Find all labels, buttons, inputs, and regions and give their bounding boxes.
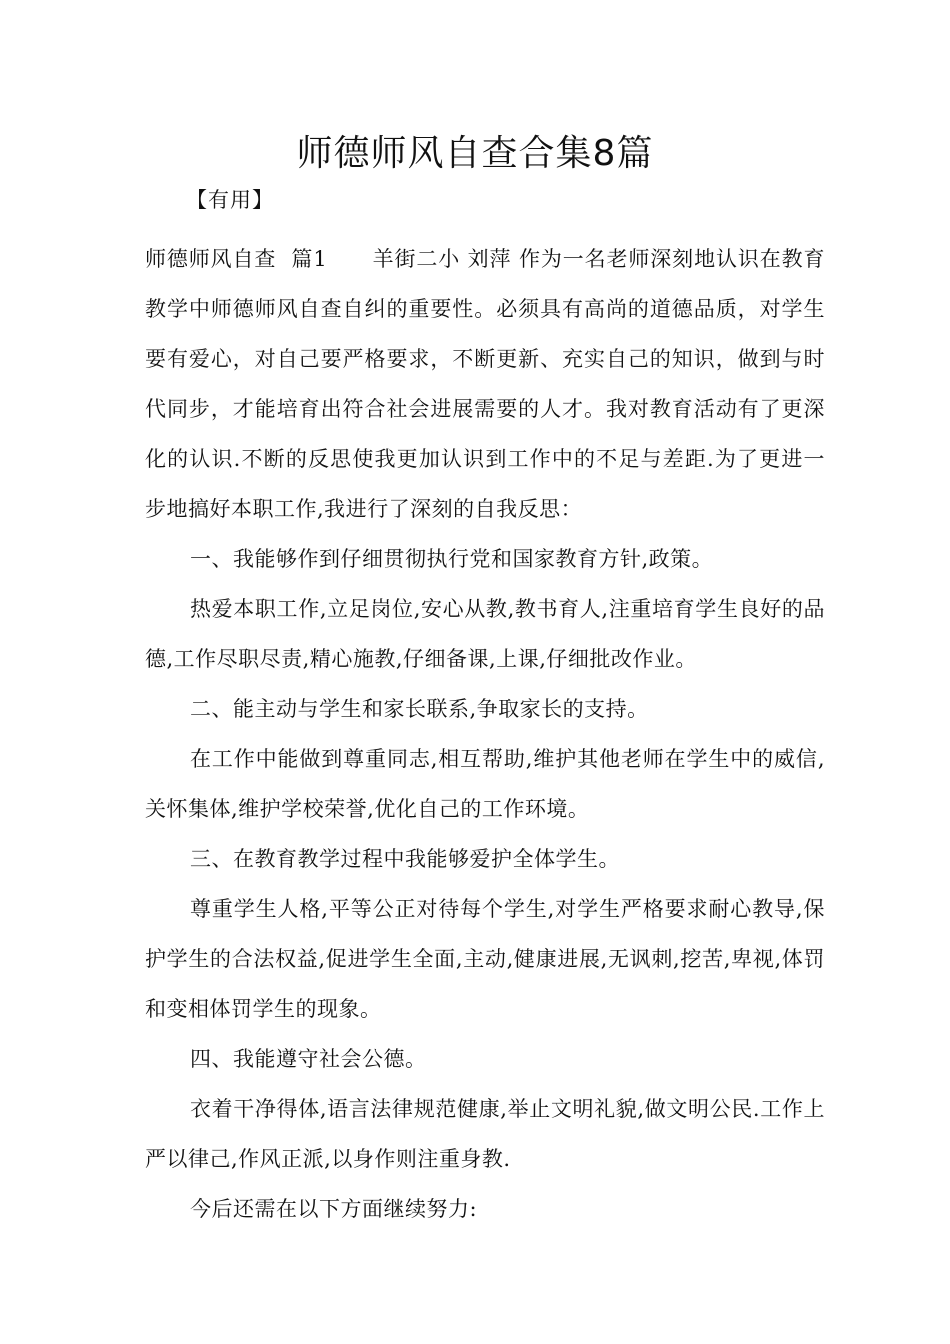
section-heading-3: 三、在教育教学过程中我能够爱护全体学生。 <box>190 847 620 871</box>
document-body <box>145 234 825 1234</box>
body-paragraph-4: 衣着干净得体,语言法律规范健康,举止文明礼貌,做文明公民.工作上严以律己,作风正派,以身作则注重身教. <box>145 1097 825 1171</box>
document-tag: 【有用】 <box>186 188 274 212</box>
intro-paragraph <box>145 234 825 534</box>
body-paragraph-1: 热爱本职工作,立足岗位,安心从教,教书育人,注重培育学生良好的品德,工作尽职尽责,精心施教,仔细备课,上课,仔细批改作业。 <box>145 597 825 671</box>
intro-text: 羊街二小 刘萍 作为一名老师深刻地认识在教育教学中师德师风自查自纠的重要性。必须具有高尚的道德品质，对学生要有爱心，对自己要严格要求，不断更新、充实自己的知识，做到与时代同步，才能培育出符合社会进展需要的人才。我对教育活动有了更深化的认识.不断的反思使我更加认识到工作中的不足与差距.为了更进一步地搞好本职工作,我进行了深刻的自我反思： <box>145 247 825 521</box>
document-title: 师德师风自查合集8篇 <box>296 133 654 174</box>
section-heading-4: 四、我能遵守社会公德。 <box>190 1047 427 1071</box>
closing-paragraph: 今后还需在以下方面继续努力: <box>190 1197 478 1221</box>
section-heading-1: 一、我能够作到仔细贯彻执行党和国家教育方针,政策。 <box>190 547 714 571</box>
section-heading-2: 二、能主动与学生和家长联系,争取家长的支持。 <box>190 697 649 721</box>
intro-heading: 师德师风自查 篇1 <box>145 247 328 271</box>
body-paragraph-2: 在工作中能做到尊重同志,相互帮助,维护其他老师在学生中的威信,关怀集体,维护学校荣誉,优化自己的工作环境。 <box>145 747 825 821</box>
body-paragraph-3: 尊重学生人格,平等公正对待每个学生,对学生严格要求耐心教导,保护学生的合法权益,促进学生全面,主动,健康进展,无讽刺,挖苦,卑视,体罚和变相体罚学生的现象。 <box>145 897 825 1021</box>
